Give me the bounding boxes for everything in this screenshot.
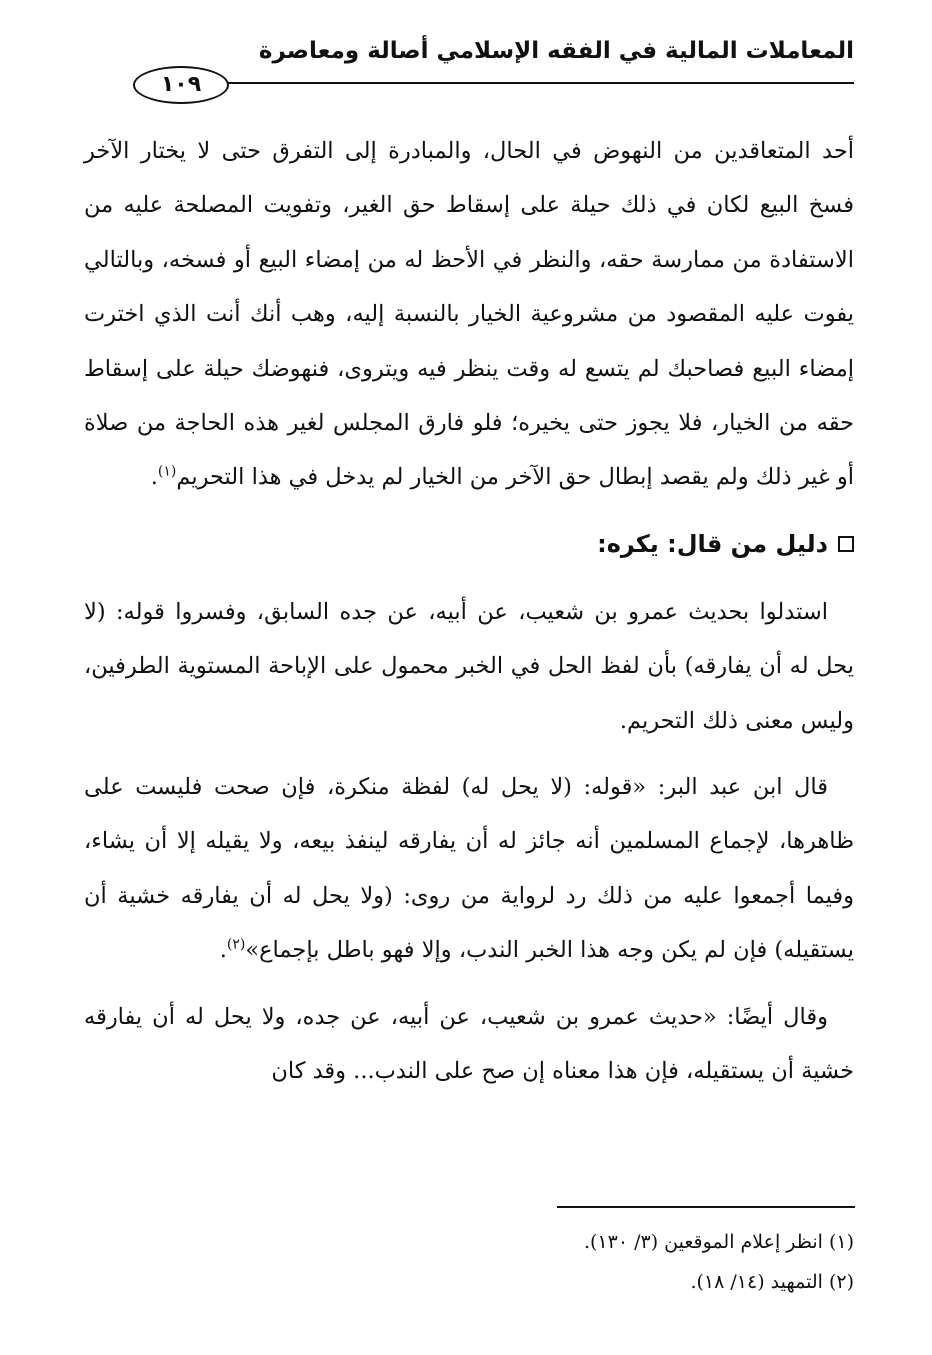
paragraph [84, 124, 854, 505]
footnote-reference: (١) [157, 463, 177, 480]
paragraph [84, 760, 854, 978]
footnotes [300, 1222, 854, 1302]
page-number: ١٠٩ [133, 66, 229, 104]
header-divider [222, 82, 854, 84]
paragraph: وقال أيضًا: «حديث عمرو بن شعيب، عن أبيه، عن جده، ولا يحل له أن يفارقه خشية أن يستقيله، فإن هذا معناه إن صح على الندب... وقد كان [84, 1003, 854, 1085]
sentence-end: . [150, 464, 158, 491]
paragraph-text: قال ابن عبد البر: «قوله: (لا يحل له) لفظة منكرة، فإن صحت فليست على ظاهرها، لإجماع المسلمين أنه جائز له أن يفارقه لينفذ بيعه، ولا يقيله إلا أن يشاء، وفيما أجمعوا عليه من ذلك رد لرواية من روى: (ولا يحل له أن يفارقه خشية أن يستقيله) فإن لم يكن وجه هذا الخبر الندب، وإلا فهو باطل بإجماع» [84, 774, 854, 964]
paragraph: استدلوا بحديث عمرو بن شعيب، عن أبيه، عن جده السابق، وفسروا قوله: (لا يحل له أن يفارقه) بأن لفظ الحل في الخبر محمول على الإباحة المستوية الطرفين، وليس معنى ذلك التحريم. [84, 598, 854, 734]
footnote-divider [557, 1206, 855, 1208]
section-heading-text: دليل من قال: يكره: [597, 529, 828, 558]
main-text [84, 124, 854, 1099]
footnote: (٢) التمهيد (١٤/ ١٨). [690, 1271, 854, 1293]
paragraph-text: أحد المتعاقدين من النهوض في الحال، والمبادرة إلى التفرق حتى لا يختار الآخر فسخ البيع لكان في ذلك حيلة على إسقاط حق الغير، وتفويت المصلحة عليه من الاستفادة من ممارسة حقه، والنظر في الأحظ له من إمضاء البيع أو فسخه، وبالتالي يفوت عليه المقصود من مشروعية الخيار بالنسبة إليه، وهب أنك أنت الذي اخترت إمضاء البيع فصاحبك لم يتسع له وقت ينظر فيه ويتروى، فنهوضك حيلة على إسقاط حقه من الخيار، فلا يجوز حتى يخيره؛ فلو فارق المجلس لغير هذه الحاجة من صلاة أو غير ذلك ولم يقصد إبطال حق الآخر من الخيار لم يدخل في هذا التحريم [84, 138, 854, 491]
section-heading [84, 513, 854, 575]
footnote-reference: (٢) [226, 936, 246, 953]
sentence-end: . [219, 937, 227, 964]
footnote: (١) انظر إعلام الموقعين (٣/ ١٣٠). [583, 1231, 854, 1253]
square-bullet-icon [838, 536, 854, 552]
running-header-title: المعاملات المالية في الفقه الإسلامي أصالة ومعاصرة [258, 38, 854, 64]
